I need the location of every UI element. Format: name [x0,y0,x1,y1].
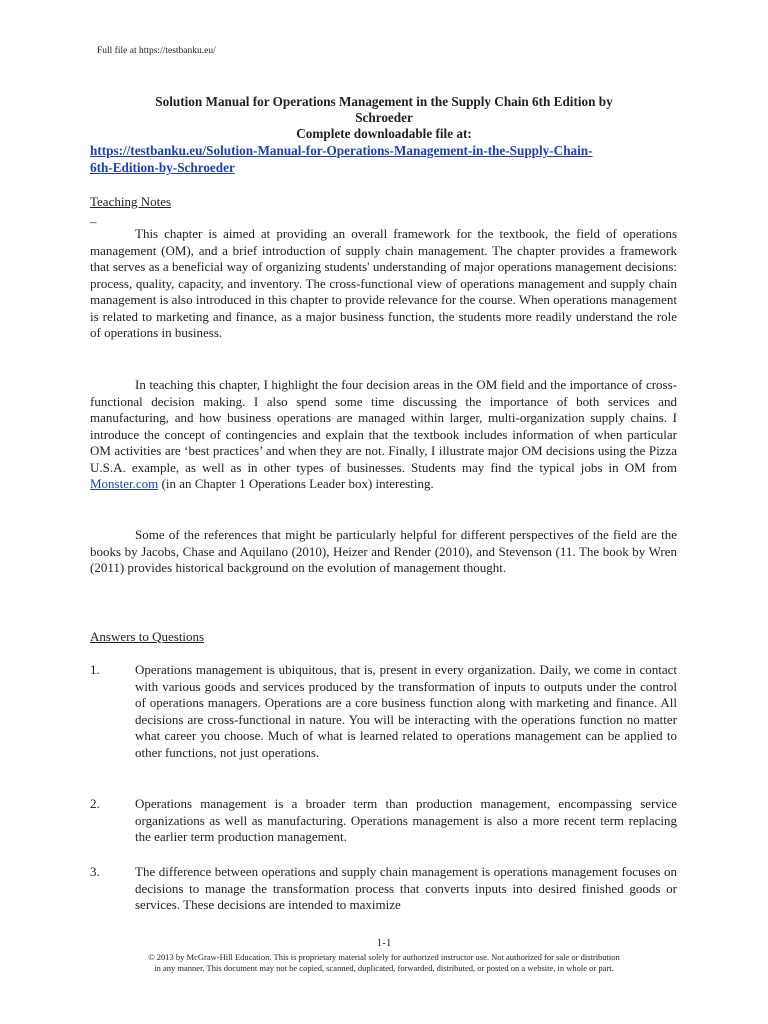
full-file-note: Full file at https://testbanku.eu/ [97,46,216,56]
dash-mark: – [90,214,97,229]
title-line-1: Solution Manual for Operations Management in the Supply Chain 6th Edition by [155,94,613,109]
teaching-notes-paragraph-2 [90,377,677,493]
answer-text: The difference between operations and supply chain management is operations management focuses on decisions to manage the transformation process that converts inputs into desired finished goods or services. These decisions are intended to maximize [135,864,677,912]
download-link-line-1[interactable]: https://testbanku.eu/Solution-Manual-for-Operations-Management-in-the-Supply-Chain- [90,143,593,158]
teaching-notes-paragraph-1: This chapter is aimed at providing an overall framework for the textbook, the field of operations management (OM), and a brief introduction of supply chain management. The chapter provides a framework that serves as a beneficial way of organizing students' understanding of major operations management decisions: process, quality, capacity, and inventory. The cross-functional view of operations management and supply chain management is also introduced in this chapter to provide relevance for the course. When operations management is related to marketing and finance, as a major business function, the students more readily understand the role of operations in business. [90,226,677,340]
answer-number: 2. [90,796,100,811]
paragraph-2-text: In teaching this chapter, I highlight the four decision areas in the OM field and the importance of cross-functional decision making. I also spend some time discussing the importance of both services and manufacturing, and how business operations are managed within larger, multi-organization supply chains. I introduce the concept of contingencies and explain that the textbook includes information of when particular OM activities are ‘best practices’ and when they are not. Finally, I illustrate major OM decisions using the Pizza U.S.A. example, as well as in other types of businesses. Students may find the typical jobs in OM from [90,377,677,475]
page-number: 1-1 [376,937,392,949]
answer-number: 1. [90,662,100,677]
download-link-line-2[interactable]: 6th-Edition-by-Schroeder [90,160,235,175]
answer-text: Operations management is a broader term than production management, encompassing service organizations as well as manufacturing. Operations management is also a more recent term replacing the earlier term production management. [135,796,677,844]
download-link[interactable] [90,142,678,176]
paragraph-2-text-end: (in an Chapter 1 Operations Leader box) interesting. [158,476,434,491]
title-line-3: Complete downloadable file at: [296,126,472,141]
title-line-2: Schroeder [355,110,413,125]
copyright-line-1: © 2013 by McGraw-Hill Education. This is proprietary material solely for authorized instructor use. Not authorized for sale or distribution [148,952,620,962]
answers-heading: Answers to Questions [90,629,205,644]
answer-number: 3. [90,864,100,879]
answer-text: Operations management is ubiquitous, that is, present in every organization. Daily, we come in contact with various goods and services produced by the transformation of inputs to outputs under the control of operations managers. Operations are a core business function along with marketing and finance. All decisions are cross-functional in nature. You will be interacting with the operations function no matter what career you choose. Much of what is learned related to operations management can be applied to other functions, not just operations. [135,662,677,760]
copyright-notice [90,952,678,974]
copyright-line-2: in any manner. This document may not be copied, scanned, duplicated, forwarded, distributed, or posted on a website, in whole or part. [154,963,614,973]
answer-item-2 [90,796,677,846]
answer-item-3 [90,864,677,914]
monster-link[interactable]: Monster.com [90,476,159,491]
teaching-notes-paragraph-3: Some of the references that might be particularly helpful for different perspectives of the field are the books by Jacobs, Chase and Aquilano (2010), Heizer and Render (2010), and Stevenson (11. The book by Wren (2011) provides historical background on the evolution of management thought. [90,527,677,575]
teaching-notes-heading: Teaching Notes [90,194,172,209]
document-title [90,94,678,142]
answer-item-1 [90,662,677,761]
